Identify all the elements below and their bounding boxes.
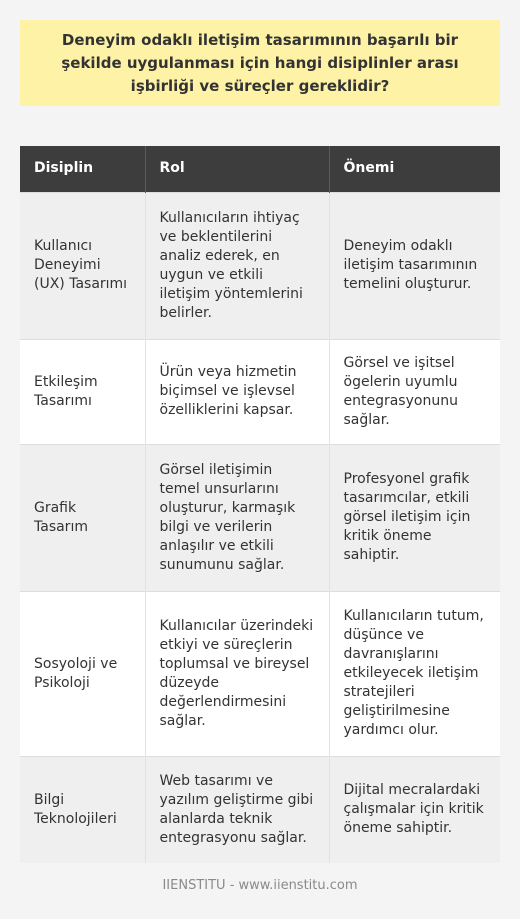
cell-onemi: Görsel ve işitsel ögelerin uyumlu entegrasyonunu sağlar. — [329, 339, 500, 444]
header-rol: Rol — [145, 146, 329, 192]
question-banner — [20, 20, 500, 106]
cell-disiplin: Grafik Tasarım — [20, 444, 145, 591]
cell-onemi: Kullanıcıların tutum, düşünce ve davranışlarını etkileyecek iletişim stratejileri geliştirilmesine yardımcı olur. — [329, 591, 500, 756]
table-row — [20, 591, 500, 756]
cell-disiplin: Kullanıcı Deneyimi (UX) Tasarımı — [20, 192, 145, 339]
cell-onemi: Deneyim odaklı iletişim tasarımının temelini oluşturur. — [329, 192, 500, 339]
question-text: Deneyim odaklı iletişim tasarımının başarılı bir şekilde uygulanması için hangi disiplinler arası işbirliği ve süreçler gereklidir? — [61, 30, 459, 95]
cell-rol: Kullanıcıların ihtiyaç ve beklentilerini analiz ederek, en uygun ve etkili iletişim yöntemlerini belirler. — [145, 192, 329, 339]
cell-rol: Ürün veya hizmetin biçimsel ve işlevsel özelliklerini kapsar. — [145, 339, 329, 444]
footer-credit: IIENSTITU - www.iienstitu.com — [162, 878, 358, 893]
cell-disiplin: Sosyoloji ve Psikoloji — [20, 591, 145, 756]
cell-rol: Görsel iletişimin temel unsurlarını oluşturur, karmaşık bilgi ve verilerin anlaşılır ve etkili sunumunu sağlar. — [145, 444, 329, 591]
cell-onemi: Profesyonel grafik tasarımcılar, etkili görsel iletişim için kritik öneme sahiptir. — [329, 444, 500, 591]
table-row — [20, 444, 500, 591]
table-header-row — [20, 146, 500, 192]
cell-rol: Web tasarımı ve yazılım geliştirme gibi alanlarda teknik entegrasyonu sağlar. — [145, 756, 329, 863]
table-row — [20, 192, 500, 339]
disciplines-table — [20, 146, 500, 863]
cell-rol: Kullanıcılar üzerindeki etkiyi ve süreçlerin toplumsal ve bireysel düzeyde değerlendirmesini sağlar. — [145, 591, 329, 756]
table-row — [20, 339, 500, 444]
cell-disiplin: Etkileşim Tasarımı — [20, 339, 145, 444]
header-onemi: Önemi — [329, 146, 500, 192]
cell-disiplin: Bilgi Teknolojileri — [20, 756, 145, 863]
header-disiplin: Disiplin — [20, 146, 145, 192]
cell-onemi: Dijital mecralardaki çalışmalar için kritik öneme sahiptir. — [329, 756, 500, 863]
table-row — [20, 756, 500, 863]
